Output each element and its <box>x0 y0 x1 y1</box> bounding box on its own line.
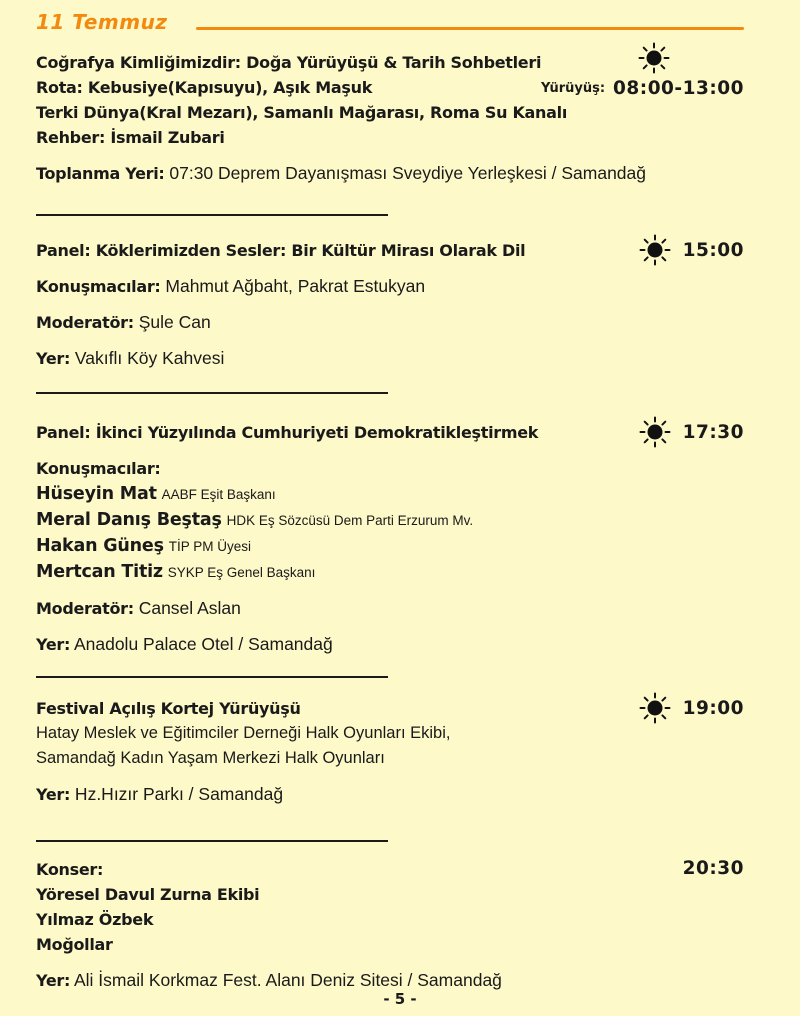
event-place <box>36 632 744 657</box>
event-time: 17:30 <box>682 421 744 443</box>
event-route-cont: Terki Dünya(Kral Mezarı), Samanlı Mağarası, Roma Su Kanalı <box>36 103 568 122</box>
place-value: Hz.Hızır Parkı / Samandağ <box>70 784 284 804</box>
moderator-value: Cansel Aslan <box>133 598 241 618</box>
place-value: Anadolu Palace Otel / Samandağ <box>70 634 333 654</box>
sun-icon <box>639 234 671 266</box>
event-panel-language <box>36 238 744 371</box>
speaker-name: Mertcan Titiz <box>36 562 163 582</box>
event-moderator <box>36 596 744 621</box>
event-panel-democracy <box>36 420 744 657</box>
speaker-role: HDK Eş Sözcüsü Dem Parti Erzurum Mv. <box>226 513 474 528</box>
event-place <box>36 782 744 807</box>
event-description: Hatay Meslek ve Eğitimciler Derneği Halk Oyunları Ekibi, <box>36 724 451 742</box>
event-title: Panel: İkinci Yüzyılında Cumhuriyeti Demokratikleştirmek <box>36 423 539 442</box>
event-title: Konser: <box>36 860 104 879</box>
sun-icon <box>639 416 671 448</box>
sun-icon <box>638 42 670 74</box>
event-time: 19:00 <box>682 697 744 719</box>
event-time: 08:00-13:00 <box>613 78 744 99</box>
event-time: 15:00 <box>682 239 744 261</box>
event-timebox <box>639 692 744 724</box>
place-label: Yer: <box>36 635 71 654</box>
divider <box>36 676 388 678</box>
performer: Moğollar <box>36 935 113 954</box>
event-speakers <box>36 274 744 299</box>
page-number: - 5 - <box>383 990 417 1008</box>
speaker-role: TİP PM Üyesi <box>168 539 251 554</box>
event-description: Samandağ Kadın Yaşam Merkezi Halk Oyunları <box>36 749 385 767</box>
event-place <box>36 346 744 371</box>
divider <box>36 840 388 842</box>
event-festival-parade <box>36 696 744 807</box>
header-date: 11 Temmuz <box>36 10 168 34</box>
page-header <box>36 8 744 36</box>
place-value: Ali İsmail Korkmaz Fest. Alanı Deniz Sitesi / Samandağ <box>70 970 502 990</box>
event-title: Festival Açılış Kortej Yürüyüşü <box>36 699 301 718</box>
performer: Yılmaz Özbek <box>36 910 154 929</box>
event-concert <box>36 857 744 993</box>
divider <box>36 214 388 216</box>
place-label: Yer: <box>36 971 71 990</box>
gathering-label: Toplanma Yeri: <box>36 164 165 183</box>
event-nature-walk <box>36 50 744 186</box>
header-rule <box>196 27 744 30</box>
event-timebox <box>541 78 744 99</box>
speakers-label: Konuşmacılar: <box>36 277 161 296</box>
event-timebox <box>647 855 744 881</box>
sun-icon <box>639 692 671 724</box>
moderator-label: Moderatör: <box>36 313 134 332</box>
place-value: Vakıflı Köy Kahvesi <box>70 348 225 368</box>
event-title: Panel: Köklerimizden Sesler: Bir Kültür Mirası Olarak Dil <box>36 241 526 260</box>
speaker-name: Hakan Güneş <box>36 536 164 556</box>
speakers-value: Mahmut Ağbaht, Pakrat Estukyan <box>160 276 426 296</box>
speaker-name: Hüseyin Mat <box>36 484 157 504</box>
speaker-row <box>36 533 744 559</box>
event-guide: Rehber: İsmail Zubari <box>36 128 225 147</box>
event-time: 20:30 <box>682 857 744 879</box>
speaker-row <box>36 559 744 585</box>
event-timebox <box>639 416 744 448</box>
event-route: Rota: Kebusiye(Kapısuyu), Aşık Maşuk <box>36 78 373 97</box>
moon-icon <box>647 855 671 881</box>
place-label: Yer: <box>36 349 71 368</box>
performer: Yöresel Davul Zurna Ekibi <box>36 885 260 904</box>
moderator-value: Şule Can <box>133 312 211 332</box>
place-label: Yer: <box>36 785 71 804</box>
gathering-value: 07:30 Deprem Dayanışması Sveydiye Yerleşkesi / Samandağ <box>164 163 647 183</box>
speakers-label: Konuşmacılar: <box>36 459 161 478</box>
speaker-row <box>36 481 744 507</box>
event-gathering <box>36 161 744 186</box>
event-timebox <box>639 234 744 266</box>
moderator-label: Moderatör: <box>36 599 134 618</box>
event-title: Coğrafya Kimliğimizdir: Doğa Yürüyüşü & Tarih Sohbetleri <box>36 53 542 72</box>
speaker-name: Meral Danış Beştaş <box>36 510 222 530</box>
walk-label: Yürüyüş: <box>540 81 606 96</box>
speaker-role: AABF Eşit Başkanı <box>161 487 276 502</box>
speaker-role: SYKP Eş Genel Başkanı <box>167 565 316 580</box>
event-moderator <box>36 310 744 335</box>
divider <box>36 392 388 394</box>
speaker-row <box>36 507 744 533</box>
